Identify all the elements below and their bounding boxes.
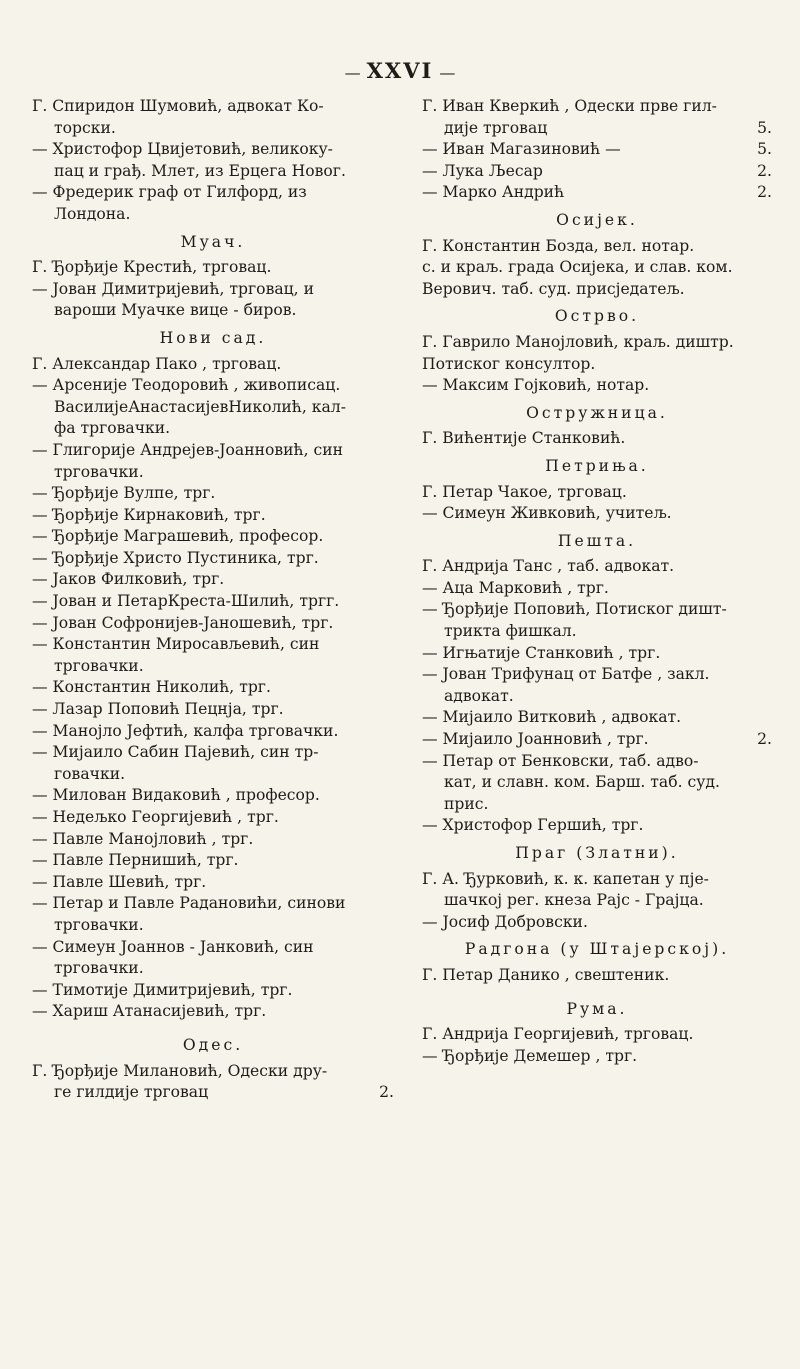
entry-text: — Ђорђије Вулпе, трг. xyxy=(32,484,216,503)
entry-text: Г. Александар Пако , трговац. xyxy=(32,354,282,373)
entry-line xyxy=(422,912,772,934)
entry-line xyxy=(422,729,772,751)
entry-text: — Тимотије Димитријевић, трг. xyxy=(32,980,293,999)
entry-continuation xyxy=(32,418,394,440)
town-heading xyxy=(422,450,772,482)
entry-text: — Глигорије Андрејев-Јоанновић, син xyxy=(32,440,344,459)
entry-line xyxy=(422,751,772,773)
entry-text: — Лазар Поповић Пецнја, трг. xyxy=(32,700,284,719)
town-heading xyxy=(422,204,772,236)
entry-continuation xyxy=(32,915,394,937)
entry-text: — Константин Николић, трг. xyxy=(32,678,271,697)
entry-text: — Иван Магазиновић — xyxy=(422,140,621,159)
entry-text: Радгона (у Штајерској). xyxy=(464,940,730,959)
entry-text: трикта фишкал. xyxy=(444,622,577,641)
copies-count: 5. xyxy=(757,118,772,137)
entry-line xyxy=(32,139,394,161)
entry-line xyxy=(422,869,772,891)
entry-text: Г. Ђорђије Милановић, Одески дру- xyxy=(32,1061,328,1080)
entry-text: Верович. таб. суд. присједатељ. xyxy=(422,279,685,298)
entry-text: Пешта. xyxy=(557,531,637,550)
entry-text: Остружница. xyxy=(526,403,668,422)
entry-text: Нови сад. xyxy=(159,328,267,347)
entry-text: Потиског консултор. xyxy=(422,354,596,373)
entry-continuation xyxy=(32,958,394,980)
entry-text: — Максим Гојковић, нотар. xyxy=(422,376,650,395)
entry-line xyxy=(422,428,772,450)
entry-text: Муач. xyxy=(180,232,246,251)
entry-line xyxy=(422,236,772,258)
entry-line xyxy=(422,1046,772,1068)
entry-continuation xyxy=(422,890,772,912)
entry-continuation xyxy=(32,1082,394,1104)
town-heading xyxy=(422,987,772,1025)
entry-text: говачки. xyxy=(54,764,126,783)
entry-text: трговачки. xyxy=(54,915,144,934)
header-dash-right: — xyxy=(439,63,456,82)
entry-text: Праг (Златни). xyxy=(515,844,679,862)
entry-continuation xyxy=(32,397,394,419)
entry-text: — Милован Видаковић , професор. xyxy=(32,786,320,805)
entry-line xyxy=(422,503,772,525)
town-heading xyxy=(422,933,772,965)
entry-line xyxy=(422,161,772,183)
entry-text: — Аца Марковић , трг. xyxy=(422,578,609,597)
entry-continuation xyxy=(422,686,772,708)
entry-line xyxy=(32,1061,394,1083)
entry-line xyxy=(32,850,394,872)
entry-line xyxy=(32,257,394,279)
entry-line xyxy=(32,785,394,807)
entry-text: — Мијаило Витковић , адвокат. xyxy=(422,708,682,727)
entry-text: — Арсеније Теодоровић , живописац. xyxy=(32,376,341,395)
entry-text: прис. xyxy=(444,794,489,813)
entry-text: — Мијаило Сабин Пајевић, син тр- xyxy=(32,743,319,762)
copies-count: 2. xyxy=(757,730,772,749)
entry-text: — Јован Трифунац от Батфе , закл. xyxy=(422,665,710,684)
town-heading xyxy=(32,322,394,354)
entry-continuation xyxy=(32,462,394,484)
entry-line xyxy=(422,96,772,118)
entry-line xyxy=(32,548,394,570)
left-column xyxy=(32,96,394,1104)
entry-text: — Јосиф Добровски. xyxy=(422,912,588,931)
entry-text: трговачки. xyxy=(54,959,144,978)
entry-line xyxy=(32,591,394,613)
entry-text: — Недељко Георгијевић , трг. xyxy=(32,808,279,826)
entry-continuation xyxy=(32,161,394,183)
entry-text: — Павле Манојловић , трг. xyxy=(32,829,254,848)
entry-line xyxy=(32,526,394,548)
entry-line xyxy=(422,354,772,376)
entry-text: — Лука Љесар xyxy=(422,161,543,180)
entry-line xyxy=(32,893,394,915)
entry-continuation xyxy=(32,300,394,322)
entry-line xyxy=(32,807,394,829)
entry-line xyxy=(32,569,394,591)
entry-text: — Павле Шевић, трг. xyxy=(32,872,207,891)
entry-line xyxy=(422,643,772,665)
entry-text: — Петар от Бенковски, таб. адво- xyxy=(422,751,699,770)
entry-text: с. и краљ. града Осијека, и слав. ком. xyxy=(422,258,733,277)
entry-text: Г. Вићентије Станковић. xyxy=(422,429,626,448)
entry-text: — Павле Пернишић, трг. xyxy=(32,851,239,870)
page-header xyxy=(0,58,800,83)
entry-text: — Хариш Атанасијевић, трг. xyxy=(32,1002,267,1021)
entry-line xyxy=(32,1001,394,1023)
entry-text: Рума. xyxy=(566,999,628,1018)
entry-text: — Петар и Павле Радановићи, синови xyxy=(32,894,346,913)
entry-text: — Јован Димитријевић, трговац, и xyxy=(32,279,314,298)
entry-text: — Јован и ПетарКреста-Шилић, тргг. xyxy=(32,592,340,611)
entry-line xyxy=(422,664,772,686)
entry-text: Г. Петар Чакое, трговац. xyxy=(422,482,627,501)
entry-line xyxy=(422,482,772,504)
entry-line xyxy=(32,937,394,959)
entry-text: ге гилдије трговац xyxy=(54,1083,209,1102)
header-dash-left: — xyxy=(344,63,361,82)
entry-text: фа трговачки. xyxy=(54,419,171,438)
entry-line xyxy=(32,96,394,118)
entry-text: — Фредерик граф от Гилфорд, из xyxy=(32,183,307,202)
entry-text: Г. Петар Данико , свештеник. xyxy=(422,965,670,984)
entry-text: — Симеун Живковић, учитељ. xyxy=(422,504,672,523)
entry-text: — Константин Миросављевић, син xyxy=(32,635,320,654)
entry-continuation xyxy=(32,118,394,140)
entry-line xyxy=(422,332,772,354)
entry-line xyxy=(422,375,772,397)
entry-text: Г. Спиридон Шумовић, адвокат Ко- xyxy=(32,97,324,115)
entry-text: Г. Андрија Георгијевић, трговац. xyxy=(422,1025,694,1044)
copies-count: 2. xyxy=(757,161,772,180)
entry-line xyxy=(422,257,772,279)
entry-line xyxy=(32,375,394,397)
entry-continuation xyxy=(422,772,772,794)
copies-count: 2. xyxy=(379,1083,394,1102)
entry-line xyxy=(32,440,394,462)
entry-text: — Игњатије Станковић , трг. xyxy=(422,643,661,662)
entry-text: Г. Иван Кверкић , Одески прве гил- xyxy=(422,97,717,115)
entry-line xyxy=(422,599,772,621)
entry-continuation xyxy=(422,621,772,643)
town-heading xyxy=(422,837,772,869)
town-heading xyxy=(32,226,394,258)
entry-text: Г. Андрија Танс , таб. адвокат. xyxy=(422,557,675,576)
entry-line xyxy=(32,483,394,505)
entry-text: — Марко Андрић xyxy=(422,183,565,202)
entry-text: Острво. xyxy=(554,307,640,326)
entry-text: торски. xyxy=(54,118,116,137)
copies-count: 5. xyxy=(757,140,772,159)
entry-continuation xyxy=(32,204,394,226)
entry-text: Г. А. Ђурковић, к. к. капетан у пје- xyxy=(422,869,709,888)
entry-line xyxy=(422,1024,772,1046)
entry-line xyxy=(422,965,772,987)
entry-text: — Христофор Цвијетовић, великоку- xyxy=(32,140,333,159)
entry-text: трговачки. xyxy=(54,656,144,675)
entry-continuation xyxy=(422,794,772,816)
entry-text: дије трговац xyxy=(444,118,548,137)
entry-text: — Ђорђије Поповић, Потиског дишт- xyxy=(422,600,727,619)
entry-text: — Ђорђије Демешер , трг. xyxy=(422,1046,638,1065)
entry-text: Одес. xyxy=(182,1035,244,1054)
entry-line xyxy=(32,634,394,656)
entry-line xyxy=(32,613,394,635)
entry-line xyxy=(32,677,394,699)
town-heading xyxy=(422,300,772,332)
entry-line xyxy=(422,556,772,578)
entry-text: адвокат. xyxy=(444,686,514,705)
entry-text: — Христофор Гершић, трг. xyxy=(422,816,644,835)
entry-text: — Јаков Филковић, трг. xyxy=(32,570,225,589)
entry-line xyxy=(32,872,394,894)
entry-text: кат, и славн. ком. Барш. таб. суд. xyxy=(444,773,720,792)
entry-line xyxy=(32,721,394,743)
entry-line xyxy=(32,182,394,204)
entry-text: пац и грађ. Млет, из Ерцега Новог. xyxy=(54,161,346,180)
entry-continuation xyxy=(422,118,772,140)
entry-text: трговачки. xyxy=(54,462,144,481)
entry-text: — Ђорђије Кирнаковић, трг. xyxy=(32,505,266,524)
entry-continuation xyxy=(32,764,394,786)
entry-line xyxy=(422,578,772,600)
entry-text: Г. Ђорђије Крестић, трговац. xyxy=(32,258,272,277)
entry-line xyxy=(32,354,394,376)
entry-line xyxy=(422,279,772,301)
entry-text: Г. Константин Бозда, вел. нотар. xyxy=(422,236,695,255)
entry-text: шачкој рег. кнеза Рајс - Грајца. xyxy=(444,891,704,910)
town-heading xyxy=(422,525,772,557)
entry-line xyxy=(32,699,394,721)
entry-text: Г. Гаврило Манојловић, краљ. диштр. xyxy=(422,332,734,351)
entry-text: — Мијаило Јоанновић , трг. xyxy=(422,730,649,749)
entry-line xyxy=(32,829,394,851)
right-column xyxy=(422,96,772,1067)
entry-line xyxy=(422,139,772,161)
town-heading xyxy=(32,1023,394,1061)
entry-text: Лондона. xyxy=(54,204,131,223)
entry-text: Петриња. xyxy=(545,456,649,475)
copies-count: 2. xyxy=(757,183,772,202)
entry-line xyxy=(32,279,394,301)
entry-line xyxy=(422,707,772,729)
entry-text: — Симеун Јоаннов - Јанковић, син xyxy=(32,937,314,956)
entry-text: ВасилијеАнастасијевНиколић, кал- xyxy=(54,397,346,416)
entry-line xyxy=(422,182,772,204)
entry-line xyxy=(32,742,394,764)
entry-text: — Јован Софронијев-Јаношевић, трг. xyxy=(32,613,334,632)
entry-text: — Манојло Јефтић, калфа трговачки. xyxy=(32,721,339,740)
entry-text: — Ђорђије Христо Пустиника, трг. xyxy=(32,548,319,567)
entry-line xyxy=(422,815,772,837)
page-number: XXVI xyxy=(366,58,434,83)
entry-continuation xyxy=(32,656,394,678)
town-heading xyxy=(422,397,772,429)
entry-text: вароши Муачке вице - биров. xyxy=(54,301,297,320)
entry-line xyxy=(32,505,394,527)
entry-text: Осијек. xyxy=(556,210,638,229)
entry-text: — Ђорђије Маграшевић, професор. xyxy=(32,527,324,546)
entry-line xyxy=(32,980,394,1002)
